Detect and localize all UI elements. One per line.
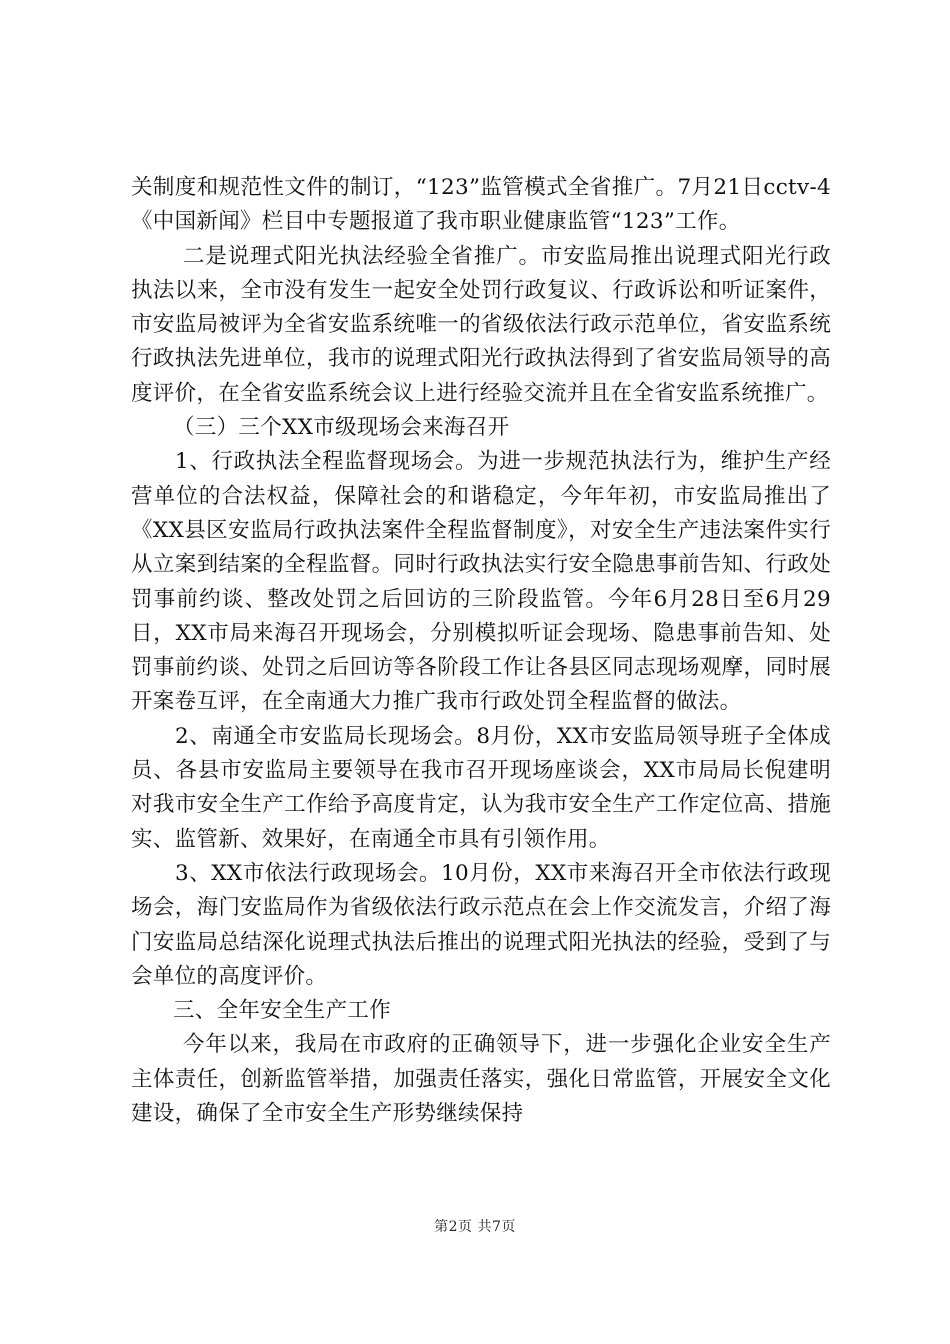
paragraph-meeting-2: 2、南通全市安监局长现场会。8月份，XX市安监局领导班子全体成员、各县市安监局主要领导在我市召开现场座谈会，XX市局局长倪建明对我市安全生产工作给予高度肯定，认为我市安全生产工作定位高、措施实、监管新、效果好，在南通全市具有引领作用。 xyxy=(131,723,831,852)
section-heading-annual-safety: 三、全年安全生产工作 xyxy=(173,998,392,1024)
page-number: 第2页 共7页 xyxy=(434,1219,516,1235)
paragraph-meeting-1: 1、行政执法全程监督现场会。为进一步规范执法行为，维护生产经营单位的合法权益，保障社会的和谐稳定，今年年初，市安监局推出了《XX县区安监局行政执法案件全程监督制度》，对安全生产违法案件实行从立案到结案的全程监督。同时行政执法实行安全隐患事前告知、行政处罚事前约谈、整改处罚之后回访的三阶段监管。今年6月28日至6月29日，XX市局来海召开现场会，分别模拟听证会现场、隐患事前告知、处罚事前约谈、处罚之后回访等各阶段工作让各县区同志现场观摩，同时展开案卷互评，在全南通大力推广我市行政处罚全程监督的做法。 xyxy=(131,449,831,715)
section-heading-three-meetings: （三）三个XX市级现场会来海召开 xyxy=(173,415,510,441)
paragraph-sunshine-enforcement: 二是说理式阳光执法经验全省推广。市安监局推出说理式阳光行政执法以来，全市没有发生一起安全处罚行政复议、行政诉讼和听证案件，市安监局被评为全省安监系统唯一的省级依法行政示范单位，省安监系统行政执法先进单位，我市的说理式阳光行政执法得到了省安监局领导的高度评价，在全省安监系统会议上进行经验交流并且在全省安监系统推广。 xyxy=(131,243,831,406)
paragraph-continuation: 关制度和规范性文件的制订，“123”监管模式全省推广。7月21日cctv-4《中国新闻》栏目中专题报道了我市职业健康监管“123”工作。 xyxy=(131,175,831,235)
paragraph-meeting-3: 3、XX市依法行政现场会。10月份，XX市来海召开全市依法行政现场会，海门安监局作为省级依法行政示范点在会上作交流发言，介绍了海门安监局总结深化说理式执法后推出的说理式阳光执法的经验，受到了与会单位的高度评价。 xyxy=(131,860,831,989)
document-body xyxy=(131,171,831,1131)
paragraph-annual-safety: 今年以来，我局在市政府的正确领导下，进一步强化企业安全生产主体责任，创新监管举措，加强责任落实，强化日常监管，开展安全文化建设，确保了全市安全生产形势继续保持 xyxy=(131,1032,831,1127)
